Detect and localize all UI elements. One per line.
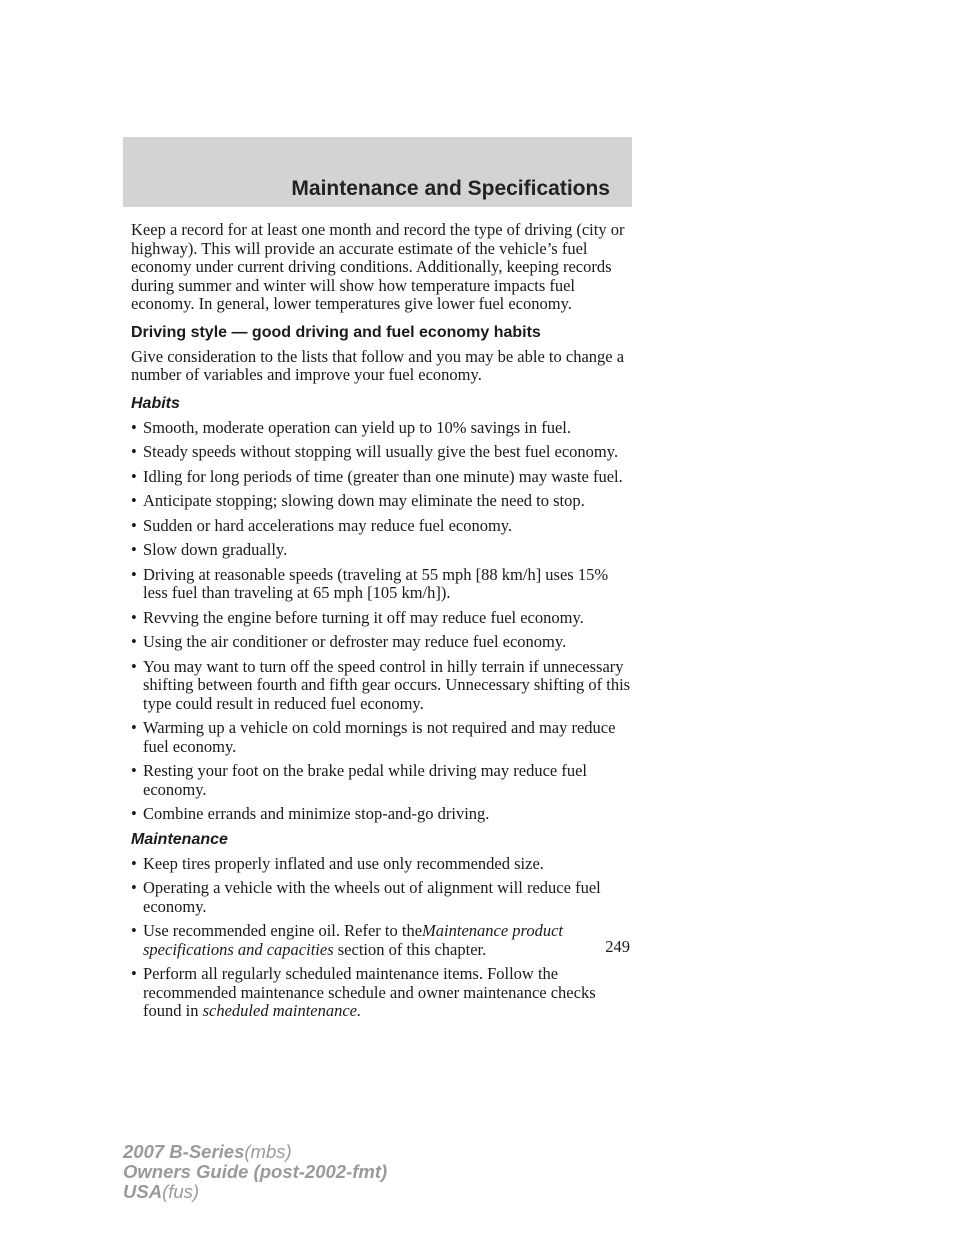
list-item: • Steady speeds without stopping will usually give the best fuel economy. bbox=[131, 442, 619, 461]
maintenance-heading: Maintenance bbox=[131, 830, 228, 848]
bullet-icon: • bbox=[131, 878, 137, 897]
page-number: 249 bbox=[605, 937, 630, 956]
list-item: • Sudden or hard accelerations may reduce fuel economy. bbox=[131, 515, 513, 535]
bullet-icon: • bbox=[131, 656, 137, 676]
list-item: • Perform all regularly scheduled maintenance items. Follow the recommended maintenance schedule and owner maintenance checks found in scheduled maintenance. bbox=[131, 964, 596, 1020]
list-item: • Resting your foot on the brake pedal while driving may reduce fuel economy. bbox=[131, 761, 587, 799]
bullet-icon: • bbox=[131, 718, 137, 737]
list-item: • Anticipate stopping; slowing down may eliminate the need to stop. bbox=[131, 491, 585, 510]
bullet-icon: • bbox=[131, 442, 137, 461]
bullet-icon: • bbox=[131, 564, 137, 584]
list-item: • Revving the engine before turning it off may reduce fuel economy. bbox=[131, 607, 584, 627]
bullet-icon: • bbox=[131, 417, 137, 437]
intro-paragraph: Keep a record for at least one month and record the type of driving (city or highway). This will provide an accurate estimate of the vehicle’s fuel economy under current driving conditions. Additionally, keeping records during summer and winter will show how temperature impacts fuel economy. In general, lower temperatures give lower fuel economy. bbox=[131, 220, 625, 313]
maintenance-list bbox=[131, 855, 636, 1021]
header-band bbox=[123, 137, 632, 207]
list-item: • Idling for long periods of time (greater than one minute) may waste fuel. bbox=[131, 466, 623, 486]
bullet-icon: • bbox=[131, 540, 137, 559]
list-item: • Warming up a vehicle on cold mornings is not required and may reduce fuel economy. bbox=[131, 718, 616, 756]
cross-reference: scheduled maintenance. bbox=[202, 1001, 362, 1020]
list-item: • Slow down gradually. bbox=[131, 540, 288, 559]
page-title: Maintenance and Specifications bbox=[291, 177, 610, 200]
bullet-icon: • bbox=[131, 804, 137, 823]
bullet-icon: • bbox=[131, 853, 137, 873]
bullet-icon: • bbox=[131, 921, 137, 940]
footer-line-3: USA(fus) bbox=[123, 1181, 200, 1202]
bullet-icon: • bbox=[131, 632, 137, 651]
bullet-icon: • bbox=[131, 607, 137, 627]
list-item: • Using the air conditioner or defroster may reduce fuel economy. bbox=[131, 632, 567, 651]
list-item: • Combine errands and minimize stop-and-go driving. bbox=[131, 804, 490, 823]
list-item: • You may want to turn off the speed control in hilly terrain if unnecessary shifting between fourth and fifth gear occurs. Unnecessary shifting of this type could result in reduced fuel economy. bbox=[131, 656, 631, 713]
habits-heading: Habits bbox=[131, 394, 180, 412]
bullet-icon: • bbox=[131, 964, 137, 983]
habits-list bbox=[131, 419, 636, 824]
list-item: • Keep tires properly inflated and use only recommended size. bbox=[131, 853, 544, 873]
list-item: • Operating a vehicle with the wheels out of alignment will reduce fuel economy. bbox=[131, 878, 601, 916]
section-paragraph: Give consideration to the lists that follow and you may be able to change a number of variables and improve your fuel economy. bbox=[131, 346, 625, 384]
bullet-icon: • bbox=[131, 466, 137, 486]
list-item: • Smooth, moderate operation can yield up to 10% savings in fuel. bbox=[131, 417, 571, 437]
bullet-icon: • bbox=[131, 761, 137, 780]
footer-line-2: Owners Guide (post-2002-fmt) bbox=[123, 1161, 388, 1182]
bullet-icon: • bbox=[131, 515, 137, 535]
page-content bbox=[131, 221, 636, 1027]
section-heading: Driving style — good driving and fuel economy habits bbox=[131, 323, 541, 341]
cross-reference: Maintenance product specifications and capacities bbox=[143, 921, 564, 959]
list-item: • Use recommended engine oil. Refer to theMaintenance product specifications and capacities section of this chapter. bbox=[131, 921, 564, 959]
bullet-icon: • bbox=[131, 491, 137, 510]
document-footer bbox=[123, 1142, 387, 1202]
list-item: • Driving at reasonable speeds (traveling at 55 mph [88 km/h] uses 15% less fuel than traveling at 65 mph [105 km/h]). bbox=[131, 564, 609, 602]
footer-line-1: 2007 B-Series(mbs) bbox=[123, 1141, 292, 1162]
